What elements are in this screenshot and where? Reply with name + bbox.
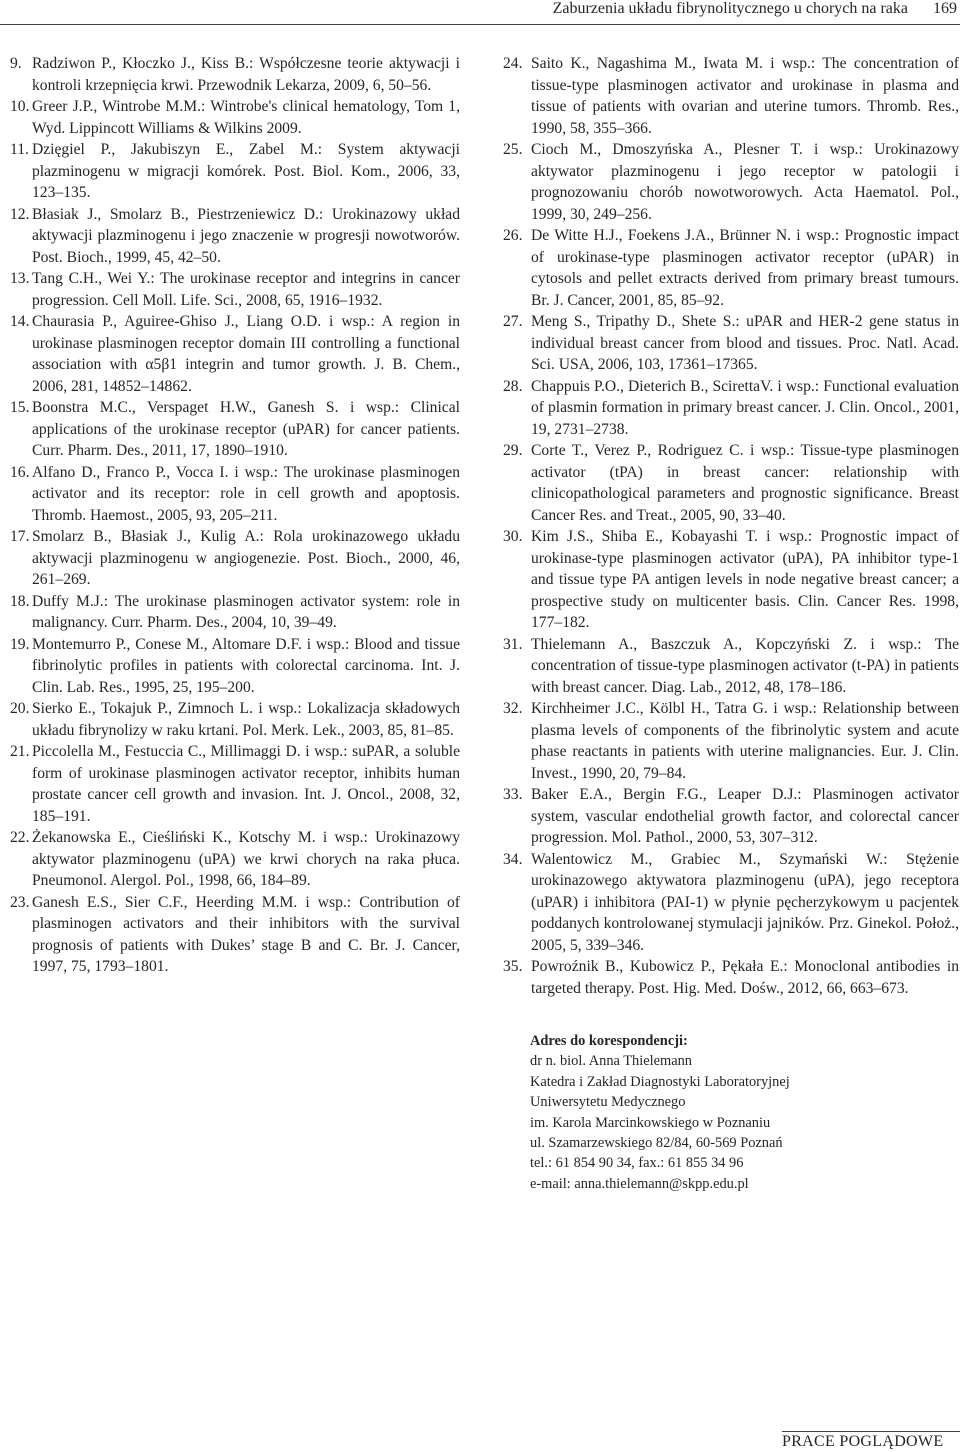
references-left-column	[10, 53, 460, 978]
reference-text: Alfano D., Franco P., Vocca I. i wsp.: The urokinase plasminogen activator and its receptor: role in cell growth and apoptosis. Thromb. Haemost., 2005, 93, 205–211.	[32, 463, 460, 524]
reference-number: 30.	[503, 528, 523, 545]
reference-item	[10, 204, 460, 269]
reference-item	[503, 849, 959, 957]
running-header	[0, 0, 960, 25]
correspondence-heading: Adres do korespondencji:	[530, 1033, 688, 1049]
reference-text: Smolarz B., Błasiak J., Kulig A.: Rola urokinazowego układu aktywacji plazminogenu w angiogenezie. Post. Bioch., 2000, 46, 261–269.	[32, 528, 460, 588]
reference-item	[503, 634, 959, 699]
reference-number: 18.	[10, 592, 30, 610]
reference-text: Cioch M., Dmoszyńska A., Plesner T. i wsp.: Urokinazowy aktywator plazminogenu i jego receptor w patologii i prognozowaniu chorób nowotworowych. Acta Haematol. Pol., 1999, 30, 249–256.	[531, 141, 959, 223]
reference-text: Kirchheimer J.C., Kölbl H., Tatra G. i wsp.: Relationship between plasma levels of components of the fibrinolytic system and acute phase reactants in patients with uterine malignancies. Eur. J. Clin. Invest., 1990, 20, 79–84.	[531, 700, 959, 782]
reference-item	[10, 634, 460, 699]
reference-number: 31.	[503, 635, 523, 653]
reference-item	[503, 784, 959, 849]
reference-number: 28.	[503, 377, 523, 395]
reference-number: 33.	[503, 786, 523, 803]
reference-item	[10, 827, 460, 892]
correspondence-address	[530, 1031, 950, 1194]
correspondence-email: e-mail: anna.thielemann@skpp.edu.pl	[530, 1175, 749, 1192]
reference-item	[10, 268, 460, 311]
reference-item	[10, 462, 460, 527]
reference-text: Chappuis P.O., Dieterich B., ScirettaV. i wsp.: Functional evaluation of plasmin formation in primary breast cancer. J. Clin. Oncol., 2001, 19, 2731–2738.	[531, 377, 959, 438]
reference-item	[10, 53, 460, 96]
reference-item	[503, 698, 959, 784]
reference-text: Sierko E., Tokajuk P., Zimnoch L. i wsp.: Lokalizacja składowych układu fibrynolizy w raku krtani. Pol. Merk. Lek., 2003, 85, 81–85.	[32, 700, 460, 739]
reference-number: 35.	[503, 958, 523, 975]
reference-number: 29.	[503, 442, 523, 459]
reference-number: 34.	[503, 850, 523, 868]
reference-text: Powroźnik B., Kubowicz P., Pękała E.: Monoclonal antibodies in targeted therapy. Post. Hig. Med. Dośw., 2012, 66, 663–673.	[531, 958, 959, 997]
reference-text: De Witte H.J., Foekens J.A., Brünner N. i wsp.: Prognostic impact of urokinase-type plasminogen activator receptor (uPAR) in cytosols and pellet extracts derived from primary breast tumours. Br. J. Cancer, 2001, 85, 85–92.	[531, 227, 959, 309]
reference-item	[503, 956, 959, 999]
reference-number: 11.	[10, 141, 29, 158]
reference-item	[10, 698, 460, 741]
reference-text: Żekanowska E., Cieśliński K., Kotschy M. i wsp.: Urokinazowy aktywator plazminogenu (uPA) we krwi chorych na raka płuca. Pneumonol. Alergol. Pol., 1998, 66, 184–89.	[32, 829, 460, 889]
reference-item	[503, 139, 959, 225]
reference-item	[503, 440, 959, 526]
reference-item	[10, 139, 460, 204]
reference-item	[10, 591, 460, 634]
references-right-column	[503, 53, 959, 999]
reference-number: 14.	[10, 313, 30, 330]
reference-item	[503, 376, 959, 441]
reference-text: Saito K., Nagashima M., Iwata M. i wsp.: The concentration of tissue-type plasminogen activator and urokinase in plasma and tissue of patients with ovarian and uterine tumors. Thromb. Res., 1990, 58, 355–366.	[531, 55, 959, 137]
reference-number: 12.	[10, 205, 30, 223]
reference-item	[10, 397, 460, 462]
reference-text: Duffy M.J.: The urokinase plasminogen activator system: role in malignancy. Curr. Pharm. Des., 2004, 10, 39–49.	[32, 592, 460, 631]
reference-text: Meng S., Tripathy D., Shete S.: uPAR and HER-2 gene status in individual breast cancer from blood and tissues. Proc. Natl. Acad. Sci. USA, 2006, 103, 17361–17365.	[531, 313, 959, 373]
reference-item	[503, 53, 959, 139]
reference-number: 25.	[503, 141, 523, 158]
reference-number: 24.	[503, 55, 523, 72]
reference-number: 21.	[10, 743, 30, 760]
correspondence-name: dr n. biol. Anna Thielemann	[530, 1053, 692, 1070]
reference-number: 17.	[10, 528, 30, 545]
reference-number: 32.	[503, 700, 523, 717]
reference-number: 19.	[10, 635, 30, 653]
reference-text: Tang C.H., Wei Y.: The urokinase receptor and integrins in cancer progression. Cell Moll. Life. Sci., 2008, 65, 1916–1932.	[32, 270, 460, 309]
reference-item	[10, 311, 460, 397]
page-number: 169	[933, 0, 957, 17]
correspondence-university-name: im. Karola Marcinkowskiego w Poznaniu	[530, 1114, 771, 1131]
reference-text: Greer J.P., Wintrobe M.M.: Wintrobe's clinical hematology, Tom 1, Wyd. Lippincott Williams & Wilkins 2009.	[32, 98, 460, 137]
reference-item	[503, 311, 959, 376]
reference-number: 9.	[10, 55, 22, 72]
reference-item	[10, 96, 460, 139]
correspondence-street: ul. Szamarzewskiego 82/84, 60-569 Poznań	[530, 1135, 783, 1152]
reference-item	[503, 526, 959, 634]
reference-number: 16.	[10, 463, 30, 481]
reference-item	[503, 225, 959, 311]
reference-text: Błasiak J., Smolarz B., Piestrzeniewicz D.: Urokinazowy układ aktywacji plazminogenu i jego znaczenie w progresji nowotworów. Post. Bioch., 1999, 45, 42–50.	[32, 205, 460, 266]
correspondence-phone: tel.: 61 854 90 34, fax.: 61 855 34 96	[530, 1155, 744, 1172]
reference-text: Chaurasia P., Aguiree-Ghiso J., Liang O.D. i wsp.: A region in urokinase plasminogen receptor domain III controlling a functional association with α5β1 integrin and tumor growth. J. B. Chem., 2006, 281, 14852–14862.	[32, 313, 460, 395]
reference-number: 23.	[10, 893, 30, 911]
reference-text: Piccolella M., Festuccia C., Millimaggi D. i wsp.: suPAR, a soluble form of urokinase plasminogen activator receptor, inhibits human prostate cancer cell growth and invasion. Int. J. Oncol., 2008, 32, 185–191.	[32, 743, 460, 825]
reference-text: Ganesh E.S., Sier C.F., Heerding M.M. i wsp.: Contribution of plasminogen activators and their inhibitors with the survival prognosis of patients with Dukes’ stage B and C. Br. J. Cancer, 1997, 75, 1793–1801.	[32, 893, 460, 975]
correspondence-department: Katedra i Zakład Diagnostyki Laboratoryjnej	[530, 1073, 790, 1090]
reference-number: 26.	[503, 227, 523, 244]
reference-text: Thielemann A., Baszczuk A., Kopczyński Z. i wsp.: The concentration of tissue-type plasminogen activator (t-PA) in patients with breast cancer. Diag. Lab., 2012, 48, 178–186.	[531, 635, 959, 696]
reference-text: Montemurro P., Conese M., Altomare D.F. i wsp.: Blood and tissue fibrinolytic profiles in patients with colorectal carcinoma. Int. J. Clin. Lab. Res., 1995, 25, 195–200.	[32, 635, 460, 696]
reference-text: Walentowicz M., Grabiec M., Szymański W.: Stężenie urokinazowego aktywatora plazminogenu (uPA), jego receptora (uPAR) i inhibitora (PAI-1) w płynie pęcherzykowym u pacjentek poddanych kontrolowanej stymulacji jajników. Prz. Ginekol. Położ., 2005, 5, 339–346.	[531, 850, 959, 954]
correspondence-university: Uniwersytetu Medycznego	[530, 1094, 686, 1111]
section-footer: PRACE POGLĄDOWE	[782, 1431, 960, 1452]
reference-text: Kim J.S., Shiba E., Kobayashi T. i wsp.: Prognostic impact of urokinase-type plasminogen activator (uPA), PA inhibitor type-1 and tissue type PA antigen levels in node negative breast cancer; a prospective study on multicenter basis. Clin. Cancer Res. 1998, 177–182.	[531, 528, 959, 631]
reference-number: 15.	[10, 399, 30, 416]
reference-text: Boonstra M.C., Verspaget H.W., Ganesh S. i wsp.: Clinical applications of the urokinase receptor (uPAR) for cancer patients. Curr. Pharm. Des., 2011, 17, 1890–1910.	[32, 399, 460, 459]
reference-number: 27.	[503, 313, 523, 330]
running-title: Zaburzenia układu fibrynolitycznego u chorych na raka	[552, 0, 908, 17]
reference-text: Dzięgiel P., Jakubiszyn E., Zabel M.: System aktywacji plazminogenu w migracji komórek. Post. Biol. Kom., 2006, 33, 123–135.	[32, 141, 460, 201]
reference-number: 22.	[10, 829, 30, 846]
reference-item	[10, 741, 460, 827]
reference-text: Baker E.A., Bergin F.G., Leaper D.J.: Plasminogen activator system, vascular endothelial growth factor, and colorectal cancer progression. Mol. Pathol., 2000, 53, 307–312.	[531, 786, 959, 846]
reference-text: Radziwon P., Kłoczko J., Kiss B.: Współczesne teorie aktywacji i kontroli krzepnięcia krwi. Przewodnik Lekarza, 2009, 6, 50–56.	[32, 55, 460, 94]
reference-number: 13.	[10, 270, 30, 287]
reference-item	[10, 892, 460, 978]
reference-text: Corte T., Verez P., Rodriguez C. i wsp.: Tissue-type plasminogen activator (tPA) in breast cancer: relationship with clinicopathological parameters and prognostic significance. Breast Cancer Res. and Treat., 2005, 90, 33–40.	[531, 442, 959, 524]
reference-number: 10.	[10, 98, 30, 115]
reference-number: 20.	[10, 700, 30, 717]
reference-item	[10, 526, 460, 591]
